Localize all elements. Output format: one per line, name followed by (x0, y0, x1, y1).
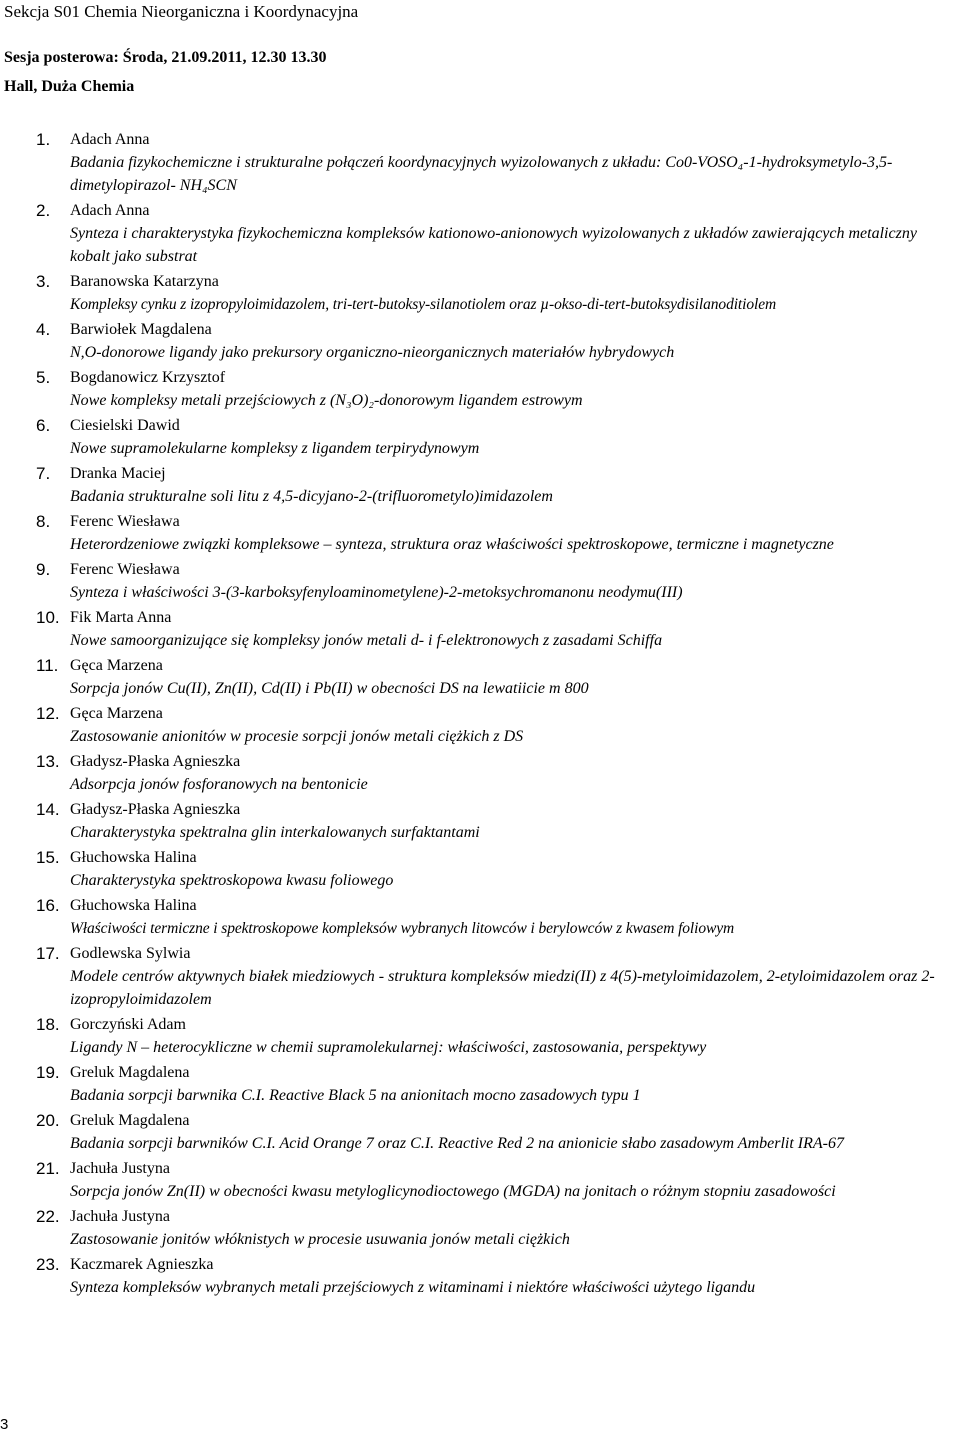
list-item (0, 270, 960, 316)
session-info: Sesja posterowa: Środa, 21.09.2011, 12.30 13.30 (4, 49, 327, 66)
item-number: 5. (36, 368, 51, 387)
item-number: 9. (36, 560, 51, 579)
item-author: Barwiołek Magdalena (70, 321, 212, 338)
item-title: Sorpcja jonów Cu(II), Zn(II), Cd(II) i Pb(II) w obecności DS na lewatiicie m 800 (70, 680, 589, 697)
item-author: Bogdanowicz Krzysztof (70, 369, 226, 386)
item-number: 11. (36, 656, 59, 675)
item-number: 4. (36, 320, 51, 339)
item-number: 17. (36, 944, 60, 963)
item-title: Modele centrów aktywnych białek miedziowych - struktura kompleksów miedzi(II) z 4(5)-metyloimidazolem, 2-etyloimidazolem oraz 2-izopropyloimidazolem (70, 968, 935, 1008)
item-number: 13. (36, 752, 60, 771)
list-item (0, 894, 960, 940)
item-author: Greluk Magdalena (70, 1064, 190, 1081)
item-author: Adach Anna (70, 202, 150, 219)
list-item (0, 606, 960, 652)
session-location: Hall, Duża Chemia (4, 78, 135, 95)
item-title: Synteza kompleksów wybranych metali przejściowych z witaminami i niektóre właściwości użytego ligandu (70, 1279, 756, 1296)
section-title: Sekcja S01 Chemia Nieorganiczna i Koordynacyjna (4, 2, 359, 21)
item-author: Gęca Marzena (70, 705, 163, 722)
item-title: Nowe kompleksy metali przejściowych z (N₃O)₂-donorowym ligandem estrowym (70, 392, 583, 409)
item-title: Charakterystyka spektroskopowa kwasu foliowego (70, 872, 394, 889)
item-number: 19. (36, 1063, 60, 1082)
item-number: 14. (36, 800, 60, 819)
item-title: Kompleksy cynku z izopropyloimidazolem, tri-tert-butoksy-silanotiolem oraz µ-okso-di-tert-butoksydisilanoditiolem (70, 296, 777, 313)
item-title: Ligandy N – heterocykliczne w chemii supramolekularnej: właściwości, zastosowania, perspektywy (70, 1039, 707, 1056)
list-item (0, 366, 960, 412)
item-title: Charakterystyka spektralna glin interkalowanych surfaktantami (70, 824, 480, 841)
item-author: Adach Anna (70, 131, 150, 148)
item-title: Nowe samoorganizujące się kompleksy jonów metali d- i f-elektronowych z zasadami Schiffa (70, 632, 663, 649)
item-title: Badania sorpcji barwników C.I. Acid Orange 7 oraz C.I. Reactive Red 2 na anionicie słabo zasadowym Amberlit IRA-67 (70, 1135, 844, 1152)
item-author: Greluk Magdalena (70, 1112, 190, 1129)
item-title: Zastosowanie anionitów w procesie sorpcji jonów metali ciężkich z DS (70, 728, 524, 745)
list-item (0, 1157, 960, 1203)
item-number: 12. (36, 704, 60, 723)
item-number: 10. (36, 608, 60, 627)
item-title: Synteza i charakterystyka fizykochemiczna kompleksów kationowo-anionowych wyizolowanych z układów zawierających metaliczny kobalt jako substrat (70, 225, 917, 265)
item-number: 7. (36, 464, 51, 483)
list-item (0, 128, 960, 197)
list-item (0, 750, 960, 796)
item-author: Dranka Maciej (70, 465, 166, 482)
list-item (0, 199, 960, 268)
list-item (0, 654, 960, 700)
page-number: 3 (0, 1416, 9, 1433)
item-author: Kaczmarek Agnieszka (70, 1256, 214, 1273)
item-title: Heterordzeniowe związki kompleksowe – synteza, struktura oraz właściwości spektroskopowe, termiczne i magnetyczne (70, 536, 834, 553)
item-author: Gładysz-Płaska Agnieszka (70, 801, 241, 818)
item-title: Sorpcja jonów Zn(II) w obecności kwasu metyloglicynodioctowego (MGDA) na jonitach o różnym stopniu zasadowości (70, 1183, 836, 1200)
item-title: Nowe supramolekularne kompleksy z ligandem terpirydynowym (70, 440, 480, 457)
item-number: 16. (36, 896, 60, 915)
list-item (0, 462, 960, 508)
item-title: Zastosowanie jonitów włóknistych w procesie usuwania jonów metali ciężkich (70, 1231, 570, 1248)
item-author: Ferenc Wiesława (70, 513, 180, 530)
item-author: Gorczyński Adam (70, 1016, 186, 1033)
item-title: Adsorpcja jonów fosforanowych na bentonicie (70, 776, 368, 793)
item-author: Jachuła Justyna (70, 1208, 170, 1225)
list-item (0, 1205, 960, 1251)
list-item (0, 702, 960, 748)
item-number: 23. (36, 1255, 60, 1274)
list-item (0, 798, 960, 844)
list-item (0, 942, 960, 1011)
item-author: Ferenc Wiesława (70, 561, 180, 578)
item-number: 20. (36, 1111, 60, 1130)
item-title: Badania fizykochemiczne i strukturalne połączeń koordynacyjnych wyizolowanych z układu: Co0-VOSO₄-1-hydroksymetylo-3,5-dimetylopirazol- NH₄SCN (70, 154, 893, 194)
item-title: Właściwości termiczne i spektroskopowe kompleksów wybranych litowców i berylowców z kwasem foliowym (70, 920, 735, 937)
list-item (0, 510, 960, 556)
item-number: 6. (36, 416, 51, 435)
item-author: Fik Marta Anna (70, 609, 172, 626)
list-item (0, 558, 960, 604)
item-author: Głuchowska Halina (70, 849, 197, 866)
list-item (0, 1253, 960, 1299)
item-number: 15. (36, 848, 60, 867)
item-title: Badania strukturalne soli litu z 4,5-dicyjano-2-(trifluorometylo)imidazolem (70, 488, 553, 505)
item-number: 18. (36, 1015, 60, 1034)
item-title: Synteza i właściwości 3-(3-karboksyfenyloaminometylene)-2-metoksychromanonu neodymu(III) (70, 584, 683, 601)
list-item (0, 318, 960, 364)
item-author: Jachuła Justyna (70, 1160, 170, 1177)
item-number: 2. (36, 201, 51, 220)
item-title: Badania sorpcji barwnika C.I. Reactive Black 5 na anionitach mocno zasadowych typu 1 (70, 1087, 641, 1104)
list-item (0, 846, 960, 892)
item-author: Głuchowska Halina (70, 897, 197, 914)
item-number: 3. (36, 272, 51, 291)
item-author: Baranowska Katarzyna (70, 273, 219, 290)
item-author: Gładysz-Płaska Agnieszka (70, 753, 241, 770)
item-number: 8. (36, 512, 51, 531)
item-author: Godlewska Sylwia (70, 945, 191, 962)
list-item (0, 1013, 960, 1059)
item-title: N,O-donorowe ligandy jako prekursory organiczno-nieorganicznych materiałów hybrydowych (70, 344, 675, 361)
item-number: 22. (36, 1207, 60, 1226)
list-item (0, 414, 960, 460)
item-number: 1. (36, 130, 51, 149)
list-item (0, 1109, 960, 1155)
poster-list (0, 128, 960, 1299)
item-author: Gęca Marzena (70, 657, 163, 674)
item-number: 21. (36, 1159, 60, 1178)
item-author: Ciesielski Dawid (70, 417, 180, 434)
list-item (0, 1061, 960, 1107)
